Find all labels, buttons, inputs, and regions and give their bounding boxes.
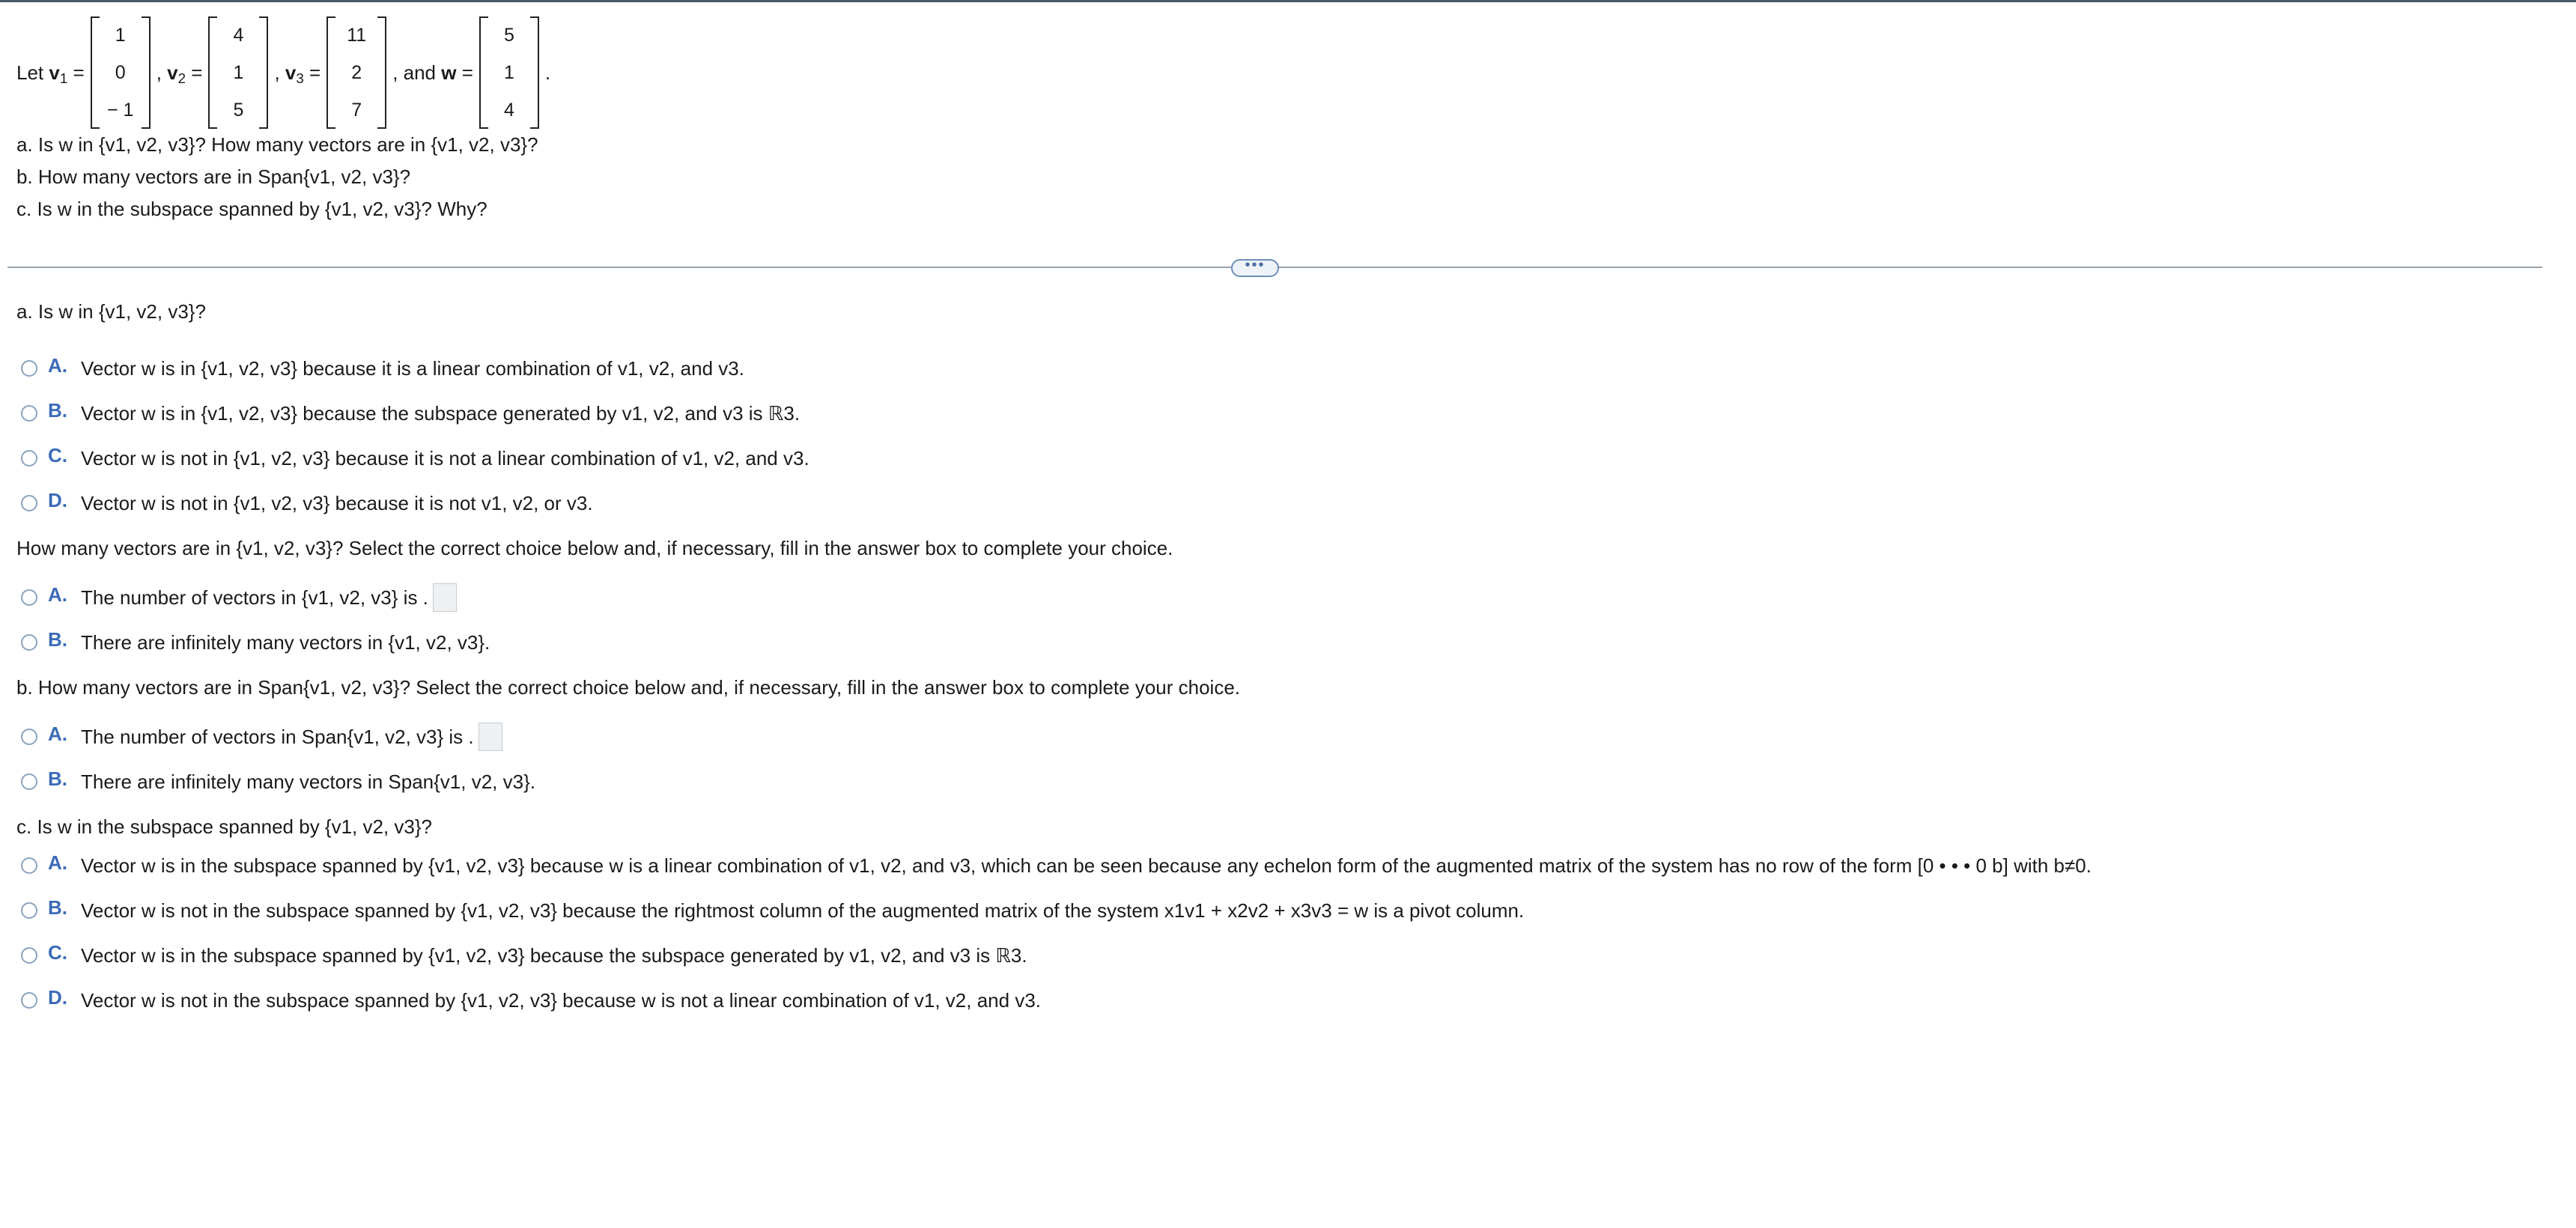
radio-button[interactable] (21, 450, 37, 466)
part-b-question: b. How many vectors are in Span{v1, v2, v3}? Select the correct choice below and, if necessary, fill in the answer box to complete your choice. (16, 676, 1241, 699)
option-text: Vector w is not in the subspace spanned by {v1, v2, v3} because w is not a linear combination of v1, v2, and v3. (81, 988, 1041, 1012)
matrix-cell: 1 (233, 62, 244, 83)
radio-button[interactable] (21, 634, 37, 651)
w-label: , and w = (392, 61, 473, 84)
answer-box[interactable] (479, 723, 502, 751)
option-text: There are infinitely many vectors in Span{v1, v2, v3}. (81, 770, 535, 793)
option-letter: C. (48, 443, 67, 466)
radio-button[interactable] (21, 405, 37, 422)
matrix-v3 (326, 16, 386, 129)
option-c-c[interactable] (16, 933, 2548, 978)
option-letter: A. (48, 722, 67, 745)
count-option-a[interactable] (16, 575, 2548, 620)
option-letter: B. (48, 627, 67, 651)
top-border (0, 0, 2576, 2)
problem-statement (16, 16, 550, 225)
vector-definitions (16, 16, 550, 129)
matrix-cell: 0 (115, 62, 126, 83)
matrix-cell: 11 (347, 25, 367, 46)
option-a-b[interactable] (16, 391, 2548, 436)
option-text: The number of vectors in {v1, v2, v3} is . (81, 586, 428, 609)
question-a-text: a. Is w in {v1, v2, v3}? How many vectors are in {v1, v2, v3}? (16, 133, 538, 156)
matrix-cell: 1 (503, 62, 514, 83)
matrix-cell: 2 (351, 62, 362, 83)
matrix-cell: 5 (503, 25, 514, 46)
option-text: Vector w is not in {v1, v2, v3} because it is not a linear combination of v1, v2, and v3. (81, 446, 809, 469)
let-word: Let (16, 61, 44, 84)
option-text: Vector w is not in {v1, v2, v3} because it is not v1, v2, or v3. (81, 491, 593, 514)
v2-label: , $v_2$ = (156, 61, 203, 87)
option-text: Vector w is in {v1, v2, v3} because the subspace generated by v1, v2, and v3 is ℝ3. (81, 401, 801, 425)
matrix-v1 (91, 16, 151, 129)
matrix-cell: − 1 (106, 100, 134, 121)
matrix-cell: 1 (115, 25, 126, 46)
period: . (544, 61, 551, 84)
option-text: Vector w is in the subspace spanned by {v1, v2, v3} because w is a linear combination of v1, v2, and v3, which can be seen because any echelon form of the augmented matrix of the system has no row of the form [0 • • • 0 b] with b≠0. (81, 854, 2092, 877)
radio-button[interactable] (21, 589, 37, 606)
option-a-a[interactable] (16, 346, 2548, 391)
count-question: How many vectors are in {v1, v2, v3}? Select the correct choice below and, if necessary, fill in the answer box to complete your choice. (16, 537, 1173, 559)
v3-label: , $v_3$ = (274, 61, 321, 87)
radio-button[interactable] (21, 992, 37, 1009)
option-text: Vector w is not in the subspace spanned by {v1, v2, v3} because the rightmost column of the augmented matrix of the system x1v1 + x2v2 + x3v3 = w is a pivot column. (81, 899, 1525, 922)
option-letter: D. (48, 488, 67, 511)
option-text: The number of vectors in Span{v1, v2, v3} is . (81, 725, 474, 748)
radio-button[interactable] (21, 857, 37, 874)
option-letter: C. (48, 940, 67, 964)
option-c-d[interactable] (16, 978, 2548, 1023)
radio-button[interactable] (21, 729, 37, 745)
divider-handle[interactable]: ••• (1231, 259, 1279, 277)
and-word: , and (392, 61, 437, 84)
option-c-b[interactable] (16, 888, 2548, 933)
option-b-b[interactable] (16, 759, 2548, 804)
answer-panel (16, 300, 2548, 1023)
radio-button[interactable] (21, 947, 37, 964)
matrix-w (479, 16, 539, 129)
answer-box[interactable] (433, 583, 457, 612)
option-letter: B. (48, 896, 67, 919)
count-option-b[interactable] (16, 620, 2548, 665)
radio-button[interactable] (21, 495, 37, 511)
matrix-cell: 7 (351, 100, 362, 121)
option-text: Vector w is in {v1, v2, v3} because it is a linear combination of v1, v2, and v3. (81, 356, 744, 380)
option-letter: A. (48, 583, 67, 606)
option-letter: B. (48, 398, 67, 422)
question-b-text: b. How many vectors are in Span{v1, v2, v3}? (16, 165, 411, 188)
option-text: There are infinitely many vectors in {v1, v2, v3}. (81, 630, 490, 654)
matrix-cell: 4 (503, 100, 514, 121)
matrix-cell: 4 (233, 25, 244, 46)
question-c-text: c. Is w in the subspace spanned by {v1, v2, v3}? Why? (16, 198, 487, 220)
option-letter: A. (48, 353, 67, 377)
option-letter: B. (48, 767, 67, 790)
option-text: Vector w is in the subspace spanned by {v1, v2, v3} because the subspace generated by v1, v2, and v3 is ℝ3. (81, 943, 1027, 967)
radio-button[interactable] (21, 360, 37, 377)
matrix-v2 (208, 16, 268, 129)
option-letter: D. (48, 985, 67, 1009)
let-label: Let $v_1$ = (16, 61, 85, 87)
matrix-cell: 5 (233, 100, 244, 121)
radio-button[interactable] (21, 902, 37, 919)
part-c-question: c. Is w in the subspace spanned by {v1, v2, v3}? (16, 815, 433, 838)
part-a-question: a. Is w in {v1, v2, v3}? (16, 300, 206, 323)
option-b-a[interactable] (16, 714, 2548, 759)
option-letter: A. (48, 851, 67, 874)
radio-button[interactable] (21, 773, 37, 790)
option-a-d[interactable] (16, 481, 2548, 526)
option-a-c[interactable] (16, 436, 2548, 481)
option-c-a[interactable] (16, 843, 2548, 888)
